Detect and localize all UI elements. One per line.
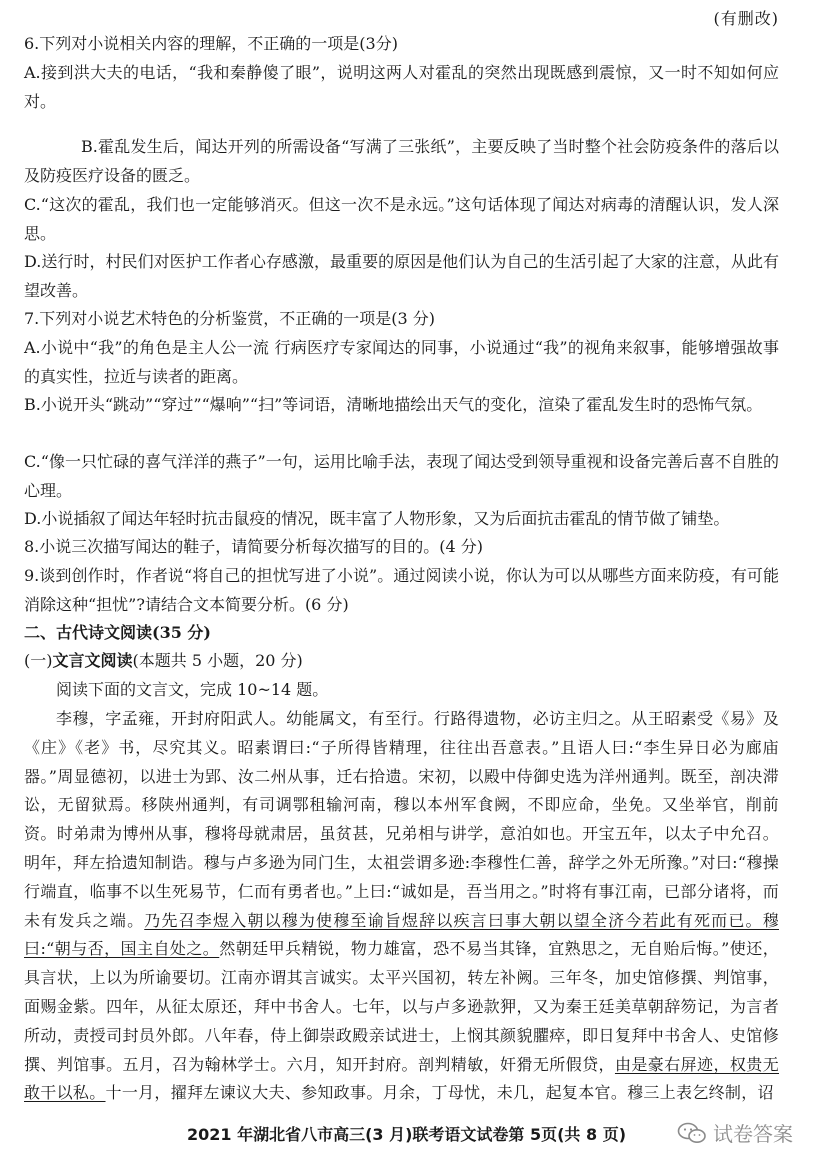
section-2-title: 二、古代诗文阅读(35 分) — [24, 623, 211, 642]
subsection-number: (一) — [24, 651, 53, 670]
subsection-title: 文言文阅读 — [52, 651, 133, 670]
question-8: 8.小说三次描写闻达的鞋子，请简要分析每次描写的目的。(4 分) — [24, 537, 484, 556]
watermark — [677, 1118, 793, 1147]
question-7-stem: 7.下列对小说艺术特色的分析鉴赏，不正确的一项是(3 分) — [24, 309, 436, 328]
question-7-option-c: C.“像一只忙碌的喜气洋洋的燕子”一句，运用比喻手法，表现了闻达受到领导重视和设备完善后喜不自胜的心理。 — [24, 452, 779, 500]
question-6-option-b: B.霍乱发生后，闻达开列的所需设备“写满了三张纸”，主要反映了当时整个社会防疫条件的落后以及防疫医疗设备的匮乏。 — [24, 137, 779, 185]
watermark-text: 试卷答案 — [713, 1122, 793, 1146]
passage-part-1: 李穆，字孟雍，开封府阳武人。幼能属文，有至行。行路得遗物，必访主归之。从王昭素受《易》及《庄》《老》书，尽究其义。昭素谓曰:“子所得皆精理，往往出吾意表。”且语人曰:“李生异日必为廊庙器。”周显德初，以进士为郢、汝二州从事，迁右拾遗。宋初，以殿中侍御史选为洋州通判。既至，剖决滞讼，无留狱焉。移陕州通判，有司调鄂租输河南，穆以本州军食阙，不即应命，坐免。又坐举官，削前资。时弟肃为博州从事，穆将母就肃居，虽贫甚，兄弟相与讲学，意泊如也。开宝五年，以太子中允召。明年，拜左拾遗知制诰。穆与卢多逊为同门生，太祖尝谓多逊:李穆性仁善，辞学之外无所豫。”对曰:“穆操行端直，临事不以生死易节，仁而有勇者也。”上曰:“诚如是，吾当用之。”时将有事江南，已部分诸将，而未有发兵之端。 — [24, 709, 779, 930]
question-7-option-a: A.小说中“我”的角色是主人公一流 行病医疗专家闻达的同事，小说通过“我”的视角来叙事，能够增强故事的真实性，拉近与读者的距离。 — [24, 338, 779, 386]
question-9: 9.谈到创作时，作者说“将自己的担忧写进了小说”。通过阅读小说，你认为可以从哪些方面来防疫，有可能消除这种“担忧”?请结合文本简要分析。(6 分) — [24, 566, 779, 614]
question-7-option-b: B.小说开头“跳动”“穿过”“爆响”“扫”等词语，清晰地描绘出天气的变化，渲染了霍乱发生时的恐怖气氛。 — [24, 395, 763, 414]
page-footer: 2021 年湖北省八市高三(3 月)联考语文试卷第 5页(共 8 页) — [186, 1125, 627, 1144]
question-6-option-c: C.“这次的霍乱，我们也一定能够消灭。但这一次不是永远。”这句话体现了闻达对病毒的清醒认识，发人深思。 — [24, 195, 779, 243]
classical-passage — [24, 705, 779, 1108]
section-2-subtitle — [24, 647, 779, 676]
question-6-stem: 6.下列对小说相关内容的理解，不正确的一项是(3分) — [24, 34, 398, 53]
passage-part-2: 然朝廷甲兵精锐，物力雄富，恐不易当其锋，宜熟思之，无自贻后悔。”使还，具言状，上以为所谕要切。江南亦谓其言诚实。太平兴国初，转左补阙。三年冬，加史馆修撰、判馆事，面赐金紫。四年，从征太原还，拜中书舍人。七年，以与卢多逊款狎，又为秦王廷美草朝辞笏记，为言者所动，责授司封员外郎。八年春，侍上御崇政殿亲试进士，上悯其颜貌臞瘁，即日复拜中书舍人、史馆修撰、判馆事。五月，召为翰林学士。六月，知开封府。剖判精敏，奸猾无所假贷， — [24, 939, 779, 1074]
passage-part-3: 十一月，擢拜左谏议大夫、参知政事。月余，丁母忧，未几，起复本官。穆三上表乞终制，诏 — [105, 1083, 774, 1103]
question-6-option-d: D.送行时，村民们对医护工作者心存感激，最重要的原因是他们认为自己的生活引起了大家的注意，从此有望改善。 — [24, 252, 779, 300]
question-6-option-a: A.接到洪大夫的电话，“我和秦静傻了眼”，说明这两人对霍乱的突然出现既感到震惊，又一时不知如何应对。 — [24, 63, 779, 111]
reading-instruction: 阅读下面的文言文，完成 10~14 题。 — [56, 680, 329, 699]
underlined-sentence-2: 由是豪右屏迹，权贵无敢干以私。 — [24, 1054, 779, 1103]
revision-note: (有删改) — [713, 9, 779, 28]
subsection-scoring: (本题共 5 小题，20 分) — [132, 651, 303, 670]
question-7-option-d: D.小说插叙了闻达年轻时抗击鼠疫的情况，既丰富了人物形象，又为后面抗击霍乱的情节做了铺垫。 — [24, 509, 730, 528]
underlined-sentence-1: 乃先召李煜入朝以穆为使穆至谕旨煜辞以疾言曰事大朝以望全济今若此有死而已。穆曰:“朝与否，国主自处之。 — [24, 910, 779, 959]
wechat-icon — [677, 1121, 707, 1145]
